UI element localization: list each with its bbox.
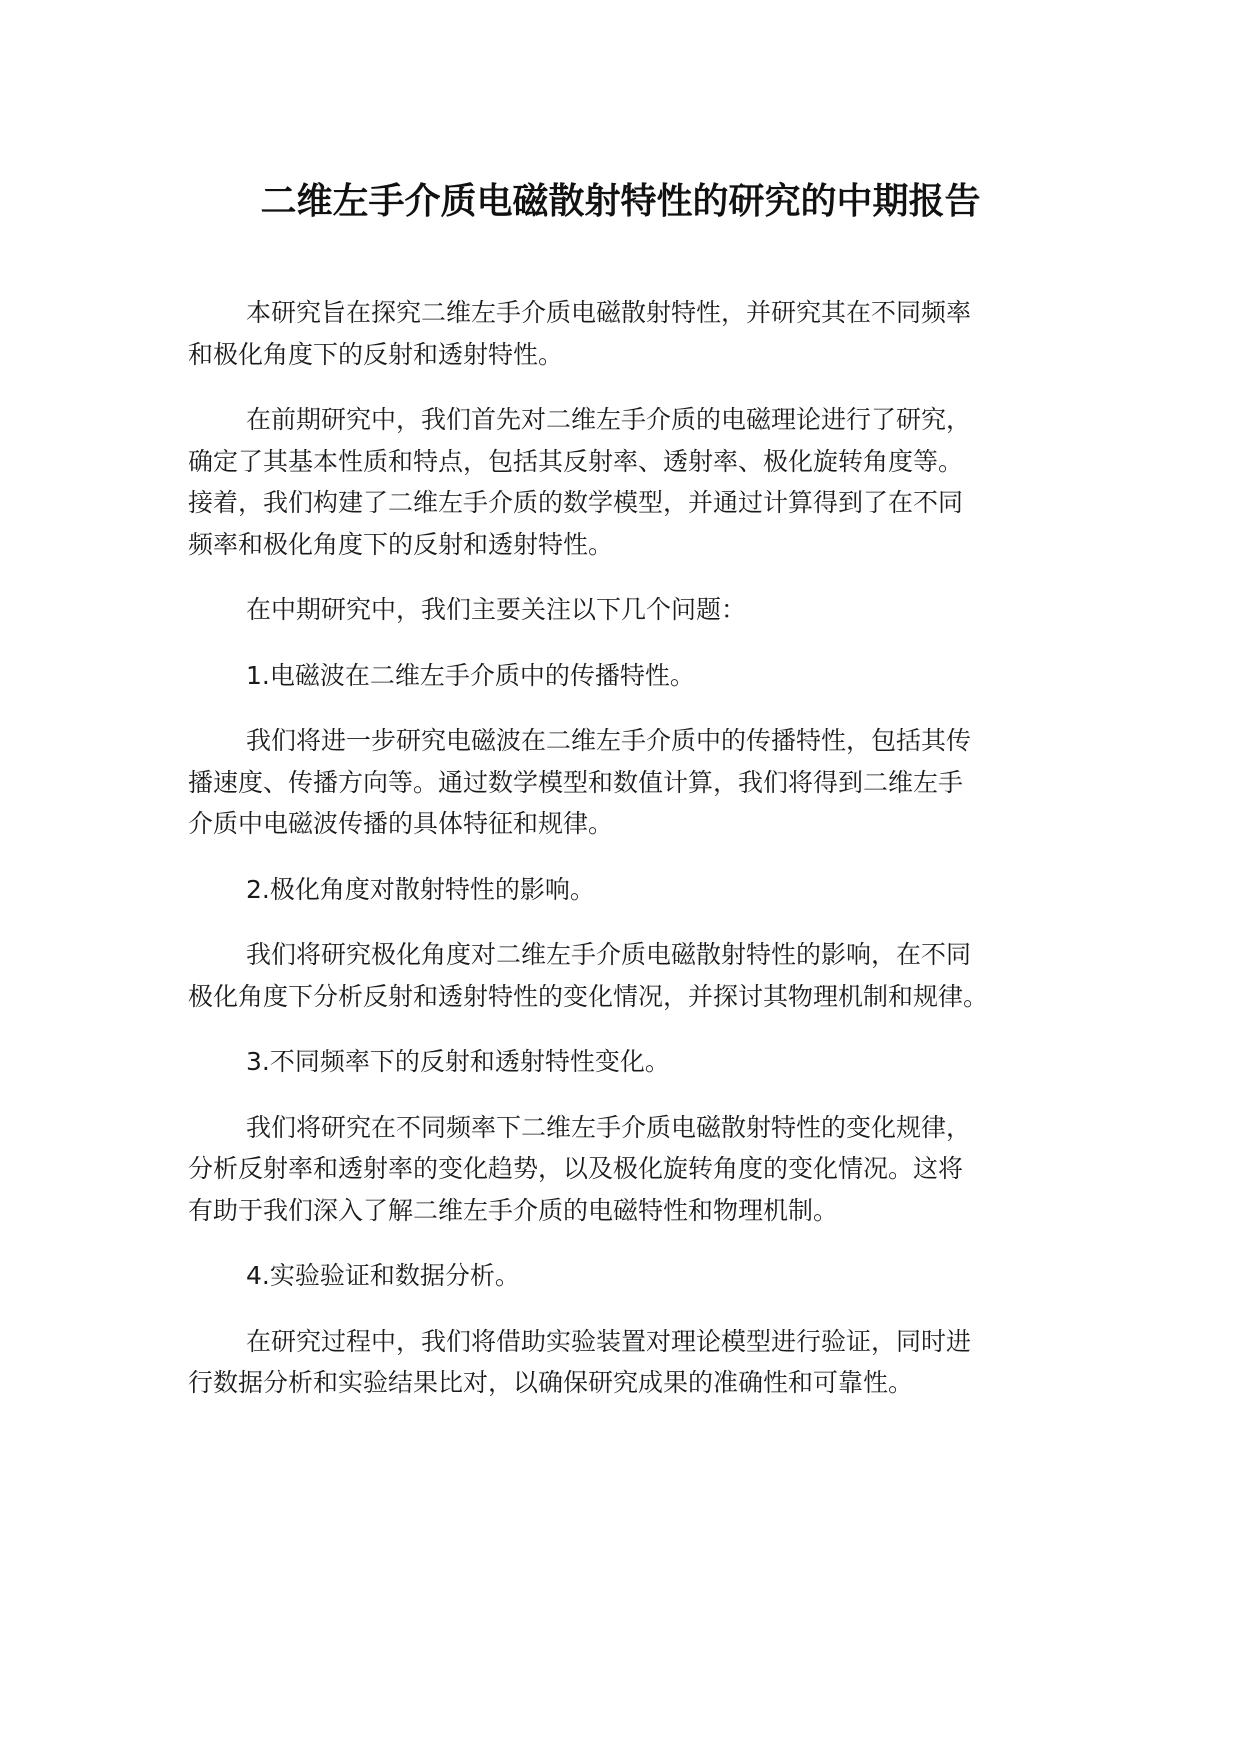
section-heading-4 — [188, 1255, 1068, 1297]
paragraph-line: 介质中电磁波传播的具体特征和规律。 — [188, 809, 614, 838]
paragraph-line: 我们将研究在不同频率下二维左手介质电磁散射特性的变化规律， — [246, 1112, 972, 1142]
paragraph-section-1 — [188, 720, 1068, 845]
paragraph-line: 4.实验验证和数据分析。 — [246, 1261, 520, 1290]
paragraph-line: 频率和极化角度下的反射和透射特性。 — [188, 529, 614, 559]
paragraph-line: 分析反射率和透射率的变化趋势，以及极化旋转角度的变化情况。这将 — [188, 1154, 964, 1183]
paragraph-section-3 — [188, 1107, 1068, 1232]
paragraph-line: 本研究旨在探究二维左手介质电磁散射特性，并研究其在不同频率 — [246, 298, 972, 327]
paragraph-line: 有助于我们深入了解二维左手介质的电磁特性和物理机制。 — [188, 1195, 839, 1225]
paragraph-line: 接着，我们构建了二维左手介质的数学模型，并通过计算得到了在不同 — [188, 488, 964, 517]
document-body — [188, 292, 1068, 1428]
paragraph-line: 确定了其基本性质和特点，包括其反射率、透射率、极化旋转角度等。 — [188, 446, 964, 476]
paragraph-line: 1.电磁波在二维左手介质中的传播特性。 — [246, 660, 695, 690]
section-heading-1 — [188, 655, 1068, 697]
paragraph-early-research — [188, 399, 1068, 565]
paragraph-line: 2.极化角度对散射特性的影响。 — [246, 874, 595, 904]
paragraph-line: 播速度、传播方向等。通过数学模型和数值计算，我们将得到二维左手 — [188, 767, 964, 797]
paragraph-line: 我们将进一步研究电磁波在二维左手介质中的传播特性，包括其传 — [246, 726, 972, 755]
paragraph-line: 行数据分析和实验结果比对，以确保研究成果的准确性和可靠性。 — [188, 1368, 914, 1397]
paragraph-intro — [188, 292, 1068, 375]
paragraph-midterm-focus — [188, 589, 1068, 631]
paragraph-section-2 — [188, 934, 1068, 1017]
paragraph-line: 在研究过程中，我们将借助实验装置对理论模型进行验证，同时进 — [246, 1326, 972, 1356]
paragraph-line: 和极化角度下的反射和透射特性。 — [188, 339, 564, 369]
paragraph-line: 在前期研究中，我们首先对二维左手介质的电磁理论进行了研究， — [246, 405, 972, 434]
paragraph-line: 在中期研究中，我们主要关注以下几个问题： — [246, 595, 747, 624]
paragraph-line: 我们将研究极化角度对二维左手介质电磁散射特性的影响，在不同 — [246, 940, 972, 969]
document-title: 二维左手介质电磁散射特性的研究的中期报告 — [260, 181, 981, 222]
section-heading-2 — [188, 869, 1068, 911]
paragraph-section-4 — [188, 1321, 1068, 1404]
section-heading-3 — [188, 1041, 1068, 1083]
paragraph-line: 3.不同频率下的反射和透射特性变化。 — [246, 1047, 670, 1076]
paragraph-line: 极化角度下分析反射和透射特性的变化情况，并探讨其物理机制和规律。 — [188, 981, 989, 1011]
